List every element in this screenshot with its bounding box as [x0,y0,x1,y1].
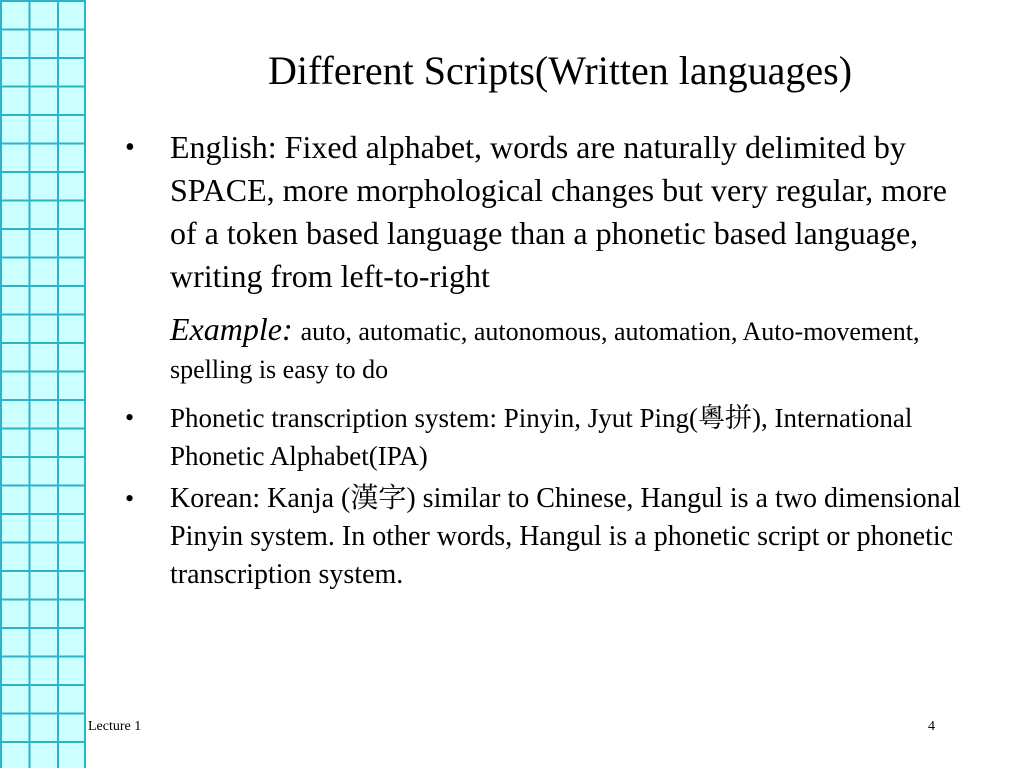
slide-body [125,126,975,594]
bullet-text: Phonetic transcription system: Pinyin, Jyut Ping(粵拼), International Phonetic Alphabet(IPA) [170,403,913,471]
example-paragraph [170,310,975,389]
bullet-marker: • [125,403,135,432]
bullet-text: Korean: Kanja (漢字) similar to Chinese, Hangul is a two dimensional Pinyin system. In other words, Hangul is a phonetic script or phonetic transcription system. [170,483,961,590]
bullet-item-korean [125,480,975,594]
bullet-marker: • [125,484,135,513]
footer-page-number: 4 [928,719,935,734]
decorative-grid-strip [0,0,86,768]
bullet-item-phonetic [125,399,975,475]
slide-title: Different Scripts(Written languages) [267,48,853,93]
example-colon: : [281,311,301,347]
bullet-item-english [125,126,975,298]
example-label: Example [170,311,282,347]
footer-lecture-label: Lecture 1 [88,719,142,734]
example-text: auto, automatic, autonomous, automation, Auto-movement, spelling is easy to do [170,317,920,384]
bullet-marker: • [125,132,135,163]
bullet-text: English: Fixed alphabet, words are naturally delimited by SPACE, more morphological changes but very regular, more of a token based language than a phonetic based language, writing from left-to-right [170,129,947,294]
